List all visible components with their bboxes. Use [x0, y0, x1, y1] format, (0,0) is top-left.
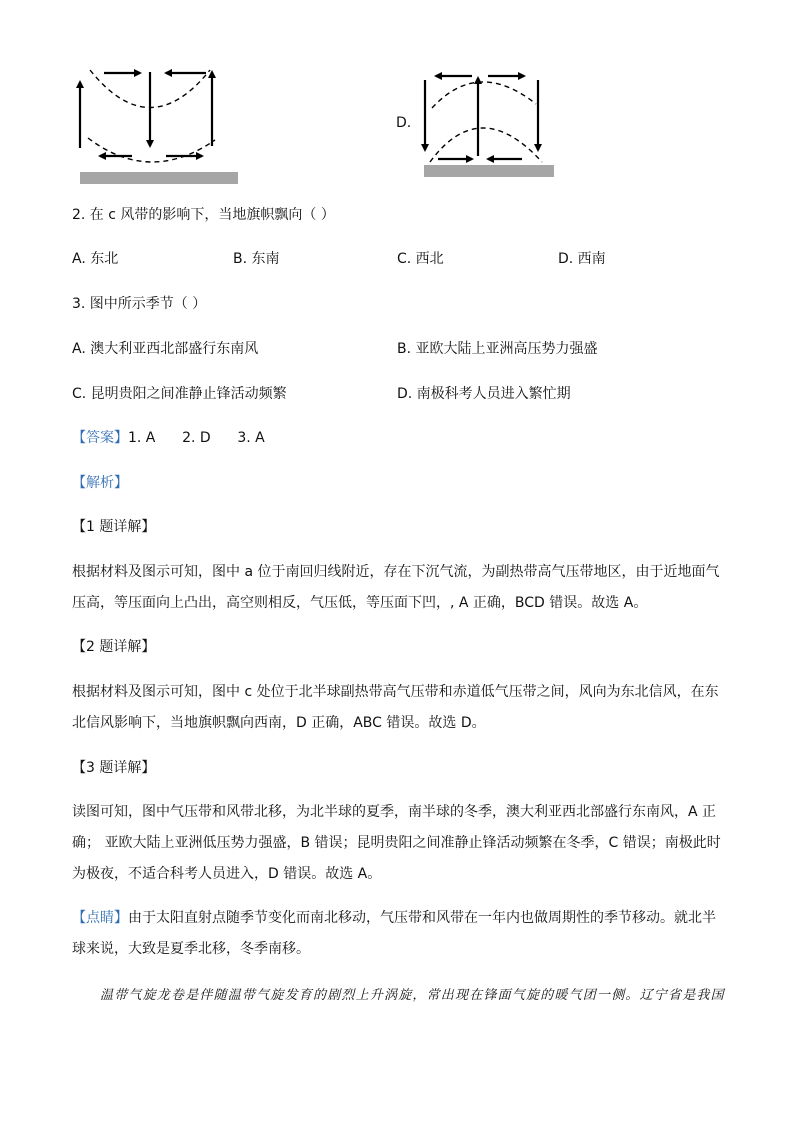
q3-option-c: C. 昆明贵阳之间准静止锋活动频繁 — [72, 386, 287, 402]
detail-3-line-3: 为极夜，不适合科考人员进入，D 错误。故选 A。 — [72, 866, 382, 882]
tip-text-1: 由于太阳直射点随季节变化而南北移动，气压带和风带在一年内也做周期性的季节移动。就北半 — [128, 910, 716, 926]
tip-tag: 点睛 — [86, 910, 114, 926]
q2-option-b: B. 东南 — [233, 251, 280, 267]
detail-1-line-2: 压高，等压面向上凸出，高空则相反，气压低，等压面下凹，, A 正确，BCD 错误。故选 A。 — [72, 595, 648, 611]
isobar-lower — [430, 128, 542, 162]
figure-d-label: D. — [396, 115, 412, 131]
next-passage-line: 温带气旋龙卷是伴随温带气旋发育的剧烈上升涡旋，常出现在锋面气旋的暖气团一侧。辽宁省是我国 — [100, 988, 725, 1003]
circulation-figure-d — [418, 64, 560, 180]
analysis-tag: 解析 — [86, 475, 114, 491]
detail-3-line-1: 读图可知，图中气压带和风带北移，为北半球的夏季，南半球的冬季，澳大利亚西北部盛行东南风，A 正 — [72, 804, 717, 820]
question-3-stem: 3. 图中所示季节（ ） — [72, 296, 207, 312]
answer-bracket-close: 】 — [114, 430, 128, 446]
tip-bracket-open: 【 — [72, 910, 86, 926]
q2-option-c: C. 西北 — [397, 251, 444, 267]
answer-bracket-open: 【 — [72, 430, 86, 446]
circulation-figure-c — [70, 60, 250, 188]
analysis-heading — [72, 476, 128, 490]
detail-1-line-1: 根据材料及图示可知，图中 a 位于南回归线附近，存在下沉气流，为副热带高气压带地区，由于近地面气 — [72, 564, 720, 580]
detail-2-line-1: 根据材料及图示可知，图中 c 处位于北半球副热带高气压带和赤道低气压带之间，风向为东北信风，在东 — [72, 684, 719, 700]
isobar-lower — [88, 138, 215, 162]
q3-option-a: A. 澳大利亚西北部盛行东南风 — [72, 341, 259, 357]
q2-option-a: A. 东北 — [72, 251, 119, 267]
q3-option-d: D. 南极科考人员进入繁忙期 — [397, 386, 571, 402]
tip-bracket-close: 】 — [114, 910, 128, 926]
tip-line-1 — [72, 911, 716, 925]
detail-1-heading: 【1 题详解】 — [72, 519, 156, 535]
detail-3-line-2: 确； 亚欧大陆上亚洲低压势力强盛，B 错误；昆明贵阳之间准静止锋活动频繁在冬季，C 错误；南极此时 — [72, 835, 721, 851]
question-2-stem: 2. 在 c 风带的影响下，当地旗帜飘向（ ） — [72, 207, 335, 223]
analysis-bracket-open: 【 — [72, 475, 86, 491]
detail-2-heading: 【2 题详解】 — [72, 639, 156, 655]
ground-bar — [80, 172, 238, 184]
q3-option-b: B. 亚欧大陆上亚洲高压势力强盛 — [397, 341, 598, 357]
answer-line — [72, 431, 265, 445]
q2-option-d: D. 西南 — [558, 251, 606, 267]
isobar-upper — [432, 82, 536, 108]
tip-line-2: 球来说，大致是夏季北移，冬季南移。 — [72, 941, 310, 957]
detail-3-heading: 【3 题详解】 — [72, 760, 156, 776]
analysis-bracket-close: 】 — [114, 475, 128, 491]
ground-bar — [424, 165, 554, 177]
answer-values: 1. A 2. D 3. A — [128, 430, 265, 446]
detail-2-line-2: 北信风影响下，当地旗帜飘向西南，D 正确，ABC 错误。故选 D。 — [72, 715, 486, 731]
answer-tag: 答案 — [86, 430, 114, 446]
